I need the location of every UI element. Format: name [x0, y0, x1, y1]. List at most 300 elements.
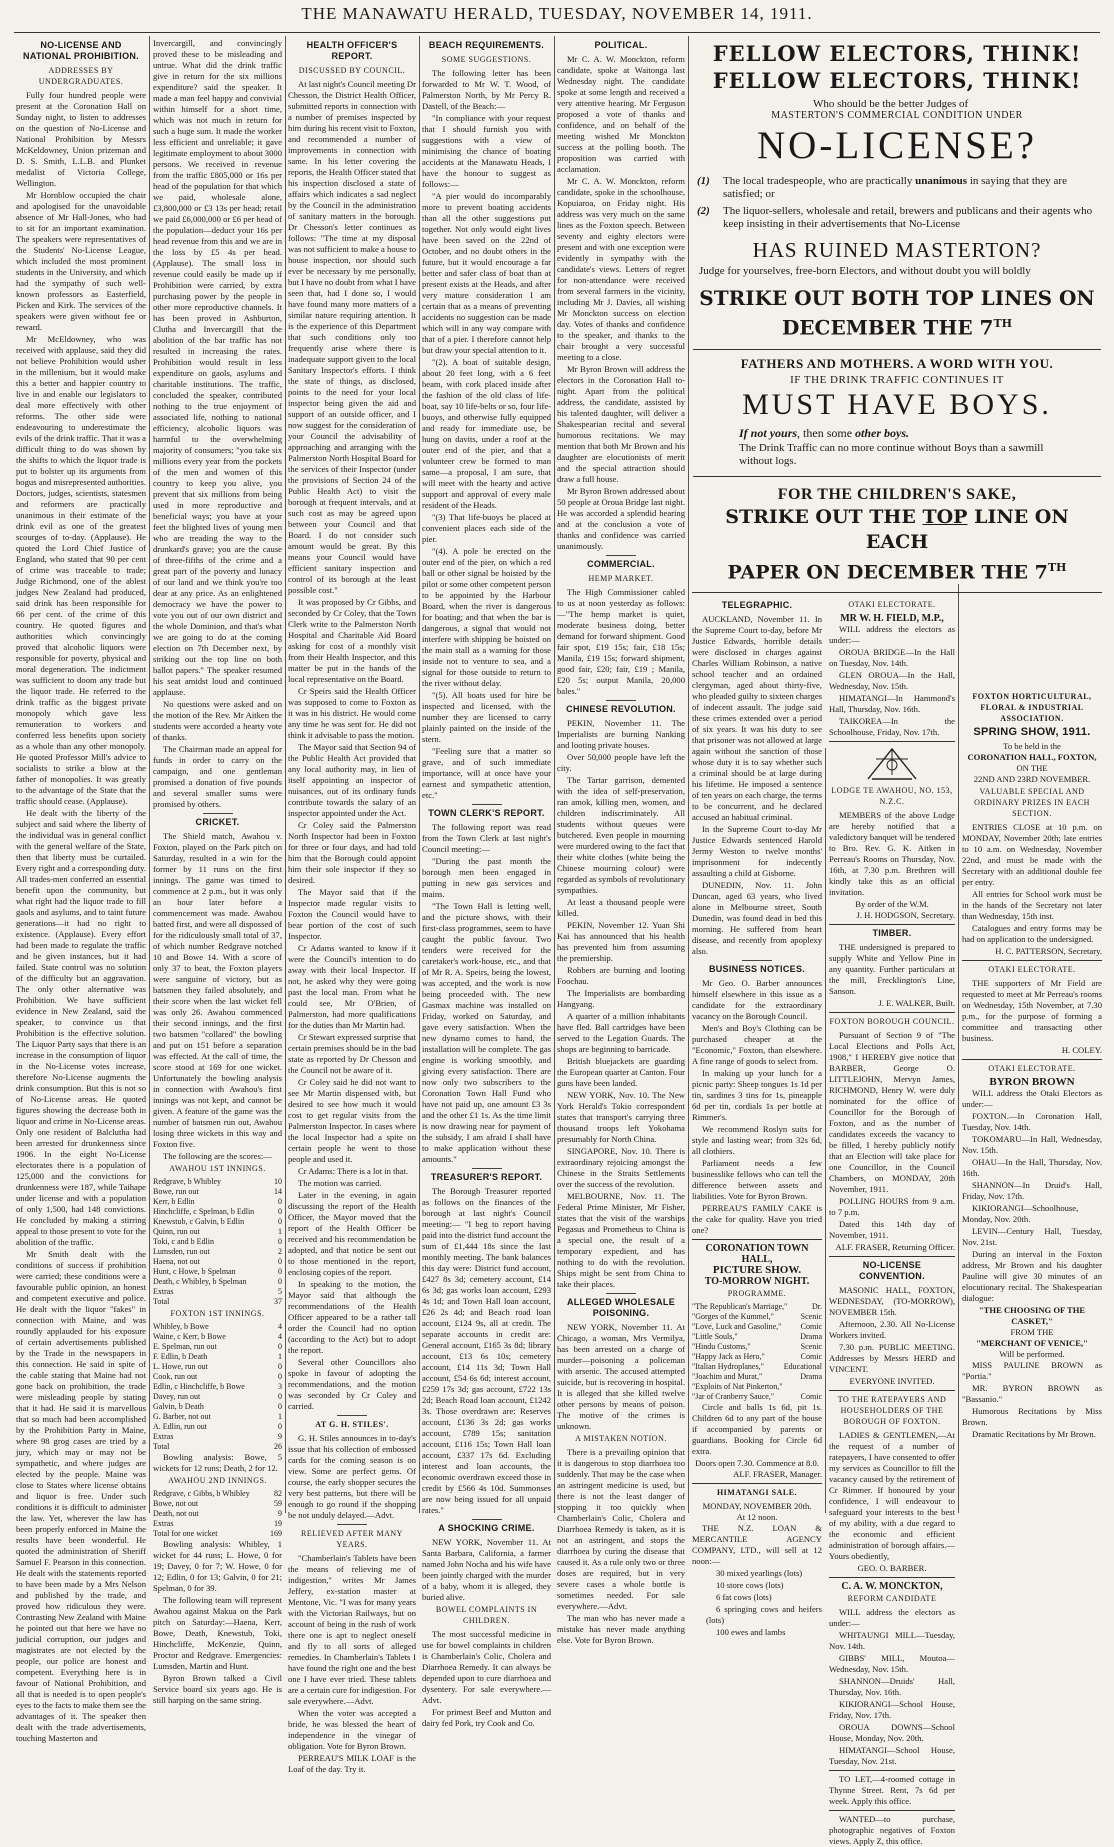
- ad-line: "THE CHOOSING OF THE CASKET,": [978, 1305, 1086, 1326]
- table-row: [153, 1392, 282, 1402]
- column-6: [692, 598, 822, 1637]
- ad-text: LINE ON EACH: [865, 505, 1069, 553]
- innings-head: FOXTON 1ST INNINGS.: [170, 1309, 265, 1318]
- programme-list: [692, 1302, 822, 1402]
- ad-text: in saying that they are satisfied; or: [723, 175, 1067, 200]
- paragraph: WILL address the electors as under:—: [829, 1607, 955, 1628]
- ad-headline: FOXTON HORTICULTURAL, FLORAL & INDUSTRIAL ASSOCIATION.: [972, 692, 1092, 723]
- row-value: 0: [278, 1392, 282, 1401]
- row-value: 19: [274, 1519, 282, 1528]
- ad-emphasis: TOP: [922, 505, 968, 528]
- paragraph: PERREAU'S FAMILY CAKE is the cake for quality. Have you tried one?: [692, 1203, 822, 1235]
- ad-headline: OTAKI ELECTORATE.: [988, 965, 1076, 974]
- paragraph: The Tartar garrison, demented with the idea of self-preservation, ran amok, killing men, women, and children indiscriminately. All students without queues were butchered. Even people in mourning were murdered owing to the fact that their white clothes (white being the Chinese mourning colour) were regarded as symbols of revolutionary sympathies.: [557, 775, 685, 895]
- column-5: [557, 38, 685, 1645]
- row-label: Extras: [153, 1287, 174, 1296]
- innings-head: AWAHOU 2ND INNINGS.: [168, 1476, 267, 1485]
- row-value: Scenic: [800, 1342, 822, 1351]
- row-label: "The Republican's Marriage,": [692, 1302, 788, 1311]
- paragraph: WANTED—to purchase, photographic negatives of Foxton views. Apply Z, this office.: [829, 1814, 955, 1846]
- row-value: Comic: [800, 1392, 822, 1401]
- table-row: [153, 1207, 282, 1217]
- paragraph: British bluejackets are guarding the European quarter at Canton. Four guns have been landed.: [557, 1056, 685, 1088]
- table-row: [153, 1277, 282, 1287]
- list-item: 100 ewes and lambs: [716, 1627, 786, 1637]
- divider: [742, 960, 772, 961]
- paragraph: MEMBERS of the above Lodge are hereby notified that a valedictory banquet will be tendered to Bro. Rev. G. K. Aitken in Perreau's Rooms on Thursday, Nov. 16th, at 7.30 p.m. Brethren will kindly take this as an official invitation.: [829, 810, 955, 897]
- table-row: [153, 1187, 282, 1197]
- column-divider: [825, 748, 826, 1513]
- paragraph: "In compliance with your request that I should furnish you with suggestions with a view of minimising the chance of boating accidents at the Manawatu Heads, I have the honour to suggest as follows:—: [422, 113, 551, 189]
- ad-point: [697, 205, 1097, 231]
- paragraph: MISS PAULINE BROWN as "Portia.": [962, 1360, 1102, 1381]
- ad-signature: ALF. FRASER, Manager.: [733, 1469, 822, 1479]
- paragraph: Bowling analysis: Bowe, 5 wickets for 12 runs; Death, 2 for 12.: [153, 1452, 282, 1473]
- paragraph: MELBOURNE, Nov. 11. The Federal Prime Minister, Mr Fisher, states that the visit of the warships Pegasus and Prometheus to China is a special one, the result of a temporary expedient, and has nothing to do with the revolution. Ships might be sent from China to take their places.: [557, 1191, 685, 1289]
- ad-line: Who should be the better Judges of: [813, 98, 969, 110]
- ad-line: "MERCHANT OF VENICE,": [976, 1338, 1088, 1348]
- paragraph: LADIES & GENTLEMEN,—At the request of a number of ratepayers, I have consented to offer my services as Councillor to fill the vacancy caused by the retirement of Cr Rimmer. If honoured by your confidence, I will endeavour to safeguard your interests to the best of my ability, with a due regard to the economic and efficient administration of borough affairs.—Yours obediently,: [829, 1430, 955, 1561]
- list-item: OROUA DOWNS—School House, Monday, Nov. 20th.: [829, 1722, 955, 1743]
- ad-headline: NO-LICENSE?: [757, 124, 1037, 167]
- paragraph: Cr Adams: There is a lot in that.: [298, 1166, 409, 1176]
- article-subhead: DISCUSSED BY COUNCIL.: [298, 66, 406, 75]
- paragraph: Cr Stewart expressed surprise that certain premises should be in the bad state as reported by Dr Chesson and the Council not be aware of it.: [288, 1032, 416, 1075]
- ad-line: 22ND AND 23RD NOVEMBER.: [973, 774, 1091, 784]
- paragraph: SINGAPORE, Nov. 10. There is extraordinary rejoicing amongst the Chinese in the Straits Settlements over the success of the revolution.: [557, 1146, 685, 1189]
- ad-line: FROM THE: [1010, 1327, 1054, 1337]
- article-headline: AT G. H. STILES'.: [315, 1420, 389, 1429]
- paragraph: The motion was carried.: [298, 1178, 382, 1188]
- paragraph: At last night's Council meeting Dr Chesson, the District Health Officer, submitted reports in connection with a number of premises inspected by him during his recent visit to Foxton, and recommended a number of improvements in connection with same. In his letter covering the reports, the Health Officer stated that his inspection disclosed a state of affairs which indicates a sad neglect by the Council in the administration of sanitary matters in the borough. Dr Chesson's letter continues as follows: "The time at my disposal was not sufficient to make a house to house inspection, nor should such ever be necessary by me personally, but I have no doubt from what I have seen that, had I done so, I would have found many more matters of a similar nature requiring attention. It is the experience of this Department that such conditions only too frequently arise where there is inadequate support given to the local Sanitary Inspector's efforts. I think the state of things, as disclosed, points to the need for your local inspector being given the aid and support of an outside officer, and I now suggest for the consideration of your Council the advisability of approaching and arranging with the Palmerston North Hospital Board for the services of their Inspector (under the provisions of Section 24 of the Public Health Act) to visit the borough at frequent intervals, and at such cost as may be agreed upon between your Council and that Board. I do not consider such amount would be great. By this means your Council would have efficient sanitary inspection and control of its borough at the least possible cost.": [288, 79, 416, 595]
- table-row: [692, 1342, 822, 1352]
- ad-headline: OTAKI ELECTORATE.: [848, 600, 936, 609]
- table-row: [153, 1519, 282, 1529]
- list-item: 6 springing cows and heifers (lots): [706, 1604, 822, 1625]
- table-row: [692, 1392, 822, 1402]
- table-row: [153, 1227, 282, 1237]
- row-value: 0: [278, 1277, 282, 1286]
- paragraph: Over 50,000 people have left the city.: [557, 752, 685, 773]
- paragraph: Mr McEldowney, who was received with applause, said they did not believe Prohibition would usher in the millenium, but it would make this a better and happier country to live in and enable our legislators to deal more effectively with other reforms. The other side were endeavouring to underestimate the evils of the drink traffic. That it was a difficult thing to do was shown by the shifts to which the liquor trade is put to bolster up its arguments from bogus and misrepresented authorities. Doctors, judges, scientists, statesmen and reformers are practically unanimous in their estimate of the drink evil as one of the greatest scourges of to-day. (Applause). He quoted the Lord Chief Justice of England, who stated that 90 per cent of crime was traceable to trade; Judge Richmond, one of the ablest judges New Zealand had produced, said drink has been responsible for 66 per cent. of the crime of this country. He quoted figures and authorities which convincingly proved that alcoholic liquors were responsible for poverty, physical and moral degeneration. The indictment was sufficient to doom any trade but the liquor trade. He referred to the drink traffic as the biggest private monopoly which gave less remuneration to workers and conferred less benefits upon society as a whole than any other monopoly. He quoted Professor Mill's advice to socialists to strike a blow at the father of monopolies. It was greatly to the advantage of the State that the traffic should cease. (Applause).: [16, 334, 146, 806]
- article-headline: TELEGRAPHIC.: [721, 600, 793, 610]
- column-2: [153, 38, 282, 1705]
- row-value: Drama: [800, 1332, 822, 1341]
- paragraph: Mr Hornblow occupied the chair and apologised for the unavoidable absence of Mr Hall-Jones, who had to sit for an important examination. The speakers were representatives of the Students' No-License League, which included the most prominent students in the University, and which had the sympathy of such well-known professors as Easterfield, Picken and Kirk. The services of the speakers were given without fee or reward.: [16, 190, 146, 332]
- row-label: Death, c Whibley, b Spelman: [153, 1277, 247, 1286]
- row-label: Kerr, b Edlin: [153, 1197, 195, 1206]
- table-row: [153, 1362, 282, 1372]
- ad-signature: H. COLEY.: [1061, 1045, 1102, 1055]
- paragraph: PERREAU'S MILK LOAF is the Loaf of the day. Try it.: [288, 1753, 416, 1774]
- table-row: [153, 1267, 282, 1277]
- list-item: FOXTON.—In Coronation Hall, Tuesday, Nov. 14th.: [962, 1111, 1102, 1132]
- table-row: [153, 1332, 282, 1342]
- table-row: [153, 1412, 282, 1422]
- ad-headline: MR W. H. FIELD, M.P.,: [840, 613, 944, 624]
- table-row: [692, 1382, 822, 1392]
- row-value: 0: [278, 1402, 282, 1411]
- article-body: [422, 822, 551, 1165]
- row-value: 59: [274, 1499, 282, 1508]
- article-headline: TOWN CLERK'S REPORT.: [428, 808, 545, 818]
- ad-line: IF THE DRINK TRAFFIC CONTINUES IT: [790, 373, 1004, 386]
- paragraph: The following report was read from the Town Clerk at last night's Council meeting:—: [422, 822, 551, 854]
- no-license-advertisement: [693, 40, 1101, 588]
- ad-point-text: [723, 175, 1097, 201]
- row-label: Extras: [153, 1519, 174, 1528]
- ad-line: VALUABLE SPECIAL AND ORDINARY PRIZES IN EACH SECTION.: [974, 787, 1090, 818]
- ad-line: FELLOW ELECTORS, THINK!: [712, 41, 1082, 66]
- paragraph: THE undersigned is prepared to supply White and Yellow Pine in any quantity. Further particulars at the mill, Frecklington's Line, Sanson.: [829, 942, 955, 996]
- article-body: [288, 79, 416, 1412]
- list-item: OHAU—In the Hall, Thursday, Nov. 16th.: [962, 1157, 1102, 1178]
- paragraph: During an interval in the Foxton address, Mr Brown and his daughter Pauline will give 30 minutes of an elocutionary recital. The Shakespearian dialogue:: [962, 1249, 1102, 1303]
- row-value: Dr.: [812, 1302, 822, 1311]
- programme-head: PROGRAMME.: [727, 1289, 787, 1298]
- paragraph: Cr Adams wanted to know if it were the Council's intention to do away with their local Inspector. If not, he asked why they were going past the local man. From what he could see, Mr O'Brien, of Palmerston, had more qualifications for the duties than Mr Martin had.: [288, 943, 416, 1030]
- article-headline: CRICKET.: [195, 817, 240, 827]
- paragraph: We recommend Roslyn suits for style and lasting wear; from 32s 6d, all clothiers.: [692, 1124, 822, 1156]
- ad-point: [697, 175, 1097, 201]
- list-item: TOKOMARU—In Hall, Wednesday, Nov. 15th.: [962, 1134, 1102, 1155]
- paragraph: "Chamberlain's Tablets have been the means of relieving me of indigestion," writes Mr James Jeffery, ex-station master at Mentone, Vic. "I was for many years with the Victorian Railways, but on account of being in the rush of work there one is apt to neglect oneself and fly to all sorts of alleged remedies. In Chamberlain's Tablets I have found the right one and the best one I have ever tried. These tablets are a certain cure for indigestion. For sale everywhere.—Advt.: [288, 1553, 416, 1706]
- article-body: [422, 68, 551, 801]
- paragraph: In speaking to the motion, the Mayor said that although the recommendations of the Health Officer appeared to be a rather tall order the Council had no option (according to the Act) but to adopt the report.: [288, 1279, 416, 1355]
- row-label: F. Edlin, b Death: [153, 1352, 208, 1361]
- row-label: Cook, run out: [153, 1372, 198, 1381]
- list-item: KIKIORANGI—School House, Friday, Nov. 17th.: [829, 1699, 955, 1720]
- paragraph: G. H. Stiles announces in to-day's issue that his collection of embossed cards for the coming season is on view. Some are perfect gems. Of course, the early shopper secures the very best patterns, but there will be enough to go round if the shopping be not unduly delayed.—Advt.: [288, 1433, 416, 1520]
- paragraph: "(3) That life-buoys be placed at convenient places each side of the pier.: [422, 512, 551, 544]
- row-label: "Exploits of Nat Pinkerton,": [692, 1382, 783, 1391]
- row-value: 26: [274, 1442, 282, 1451]
- table-row: [692, 1372, 822, 1382]
- row-value: 0: [278, 1342, 282, 1351]
- ad-rule: [693, 349, 1101, 350]
- paragraph: The High Commissioner cabled to us at noon yesterday as follows:—"The hemp market is quiet, moderate business doing, better demand for forward shipment. Good fair spot, £19 15s; fair, £18 15s; Manila, £19 15s; forward shipment, good fair, £20; fair, £19 ; Manila, £20 5s; output Manila, 20,000 bales.": [557, 587, 685, 696]
- column-divider: [958, 584, 959, 1513]
- paragraph: Bowling analysis: Whibley, 1 wicket for 44 runs; L. Howe, 0 for 19; Davey, 0 for 7; W. Howe, 0 for 12; Edlin, 0 for 13; Galvin, 0 for 21; Spelman, 0 for 39.: [153, 1539, 282, 1593]
- ad-headline: [693, 555, 1101, 585]
- ad-line: CORONATION TOWN HALL,: [705, 1243, 809, 1265]
- row-label: Waine, c Kerr, b Bowe: [153, 1332, 226, 1341]
- ad-headline: OTAKI ELECTORATE.: [988, 1064, 1076, 1073]
- article-headline: COMMERCIAL.: [587, 559, 655, 569]
- divider: [962, 960, 1102, 961]
- row-label: "Joachim and Murat,": [692, 1372, 763, 1381]
- row-value: 169: [270, 1529, 282, 1538]
- row-label: Quinn, run out: [153, 1227, 200, 1236]
- divider: [606, 1293, 636, 1294]
- ad-signature: ALF. FRASER, Returning Officer.: [835, 1242, 955, 1252]
- ad-line: [739, 426, 1091, 441]
- paragraph: Circle and balls 1s 6d, pit 1s. Children 6d to any part of the house if accompanied by parents or guardians. Booking for Circle 6d extra.: [692, 1402, 822, 1456]
- article-headline: BEACH REQUIREMENTS.: [428, 40, 545, 50]
- row-value: Educational: [783, 1362, 822, 1371]
- list-item: WHITAUNGI MILL—Tuesday, Nov. 14th.: [829, 1630, 955, 1651]
- paragraph: The Borough Treasurer reported as follows on the finances of the borough at last night's Council meeting:— "I beg to report having paid into the district fund account the sum of £1,444 18s since the last monthly meeting. The bank balances this day were: District fund account, £427 8s 3d; cemetery account, £14 6s 3d; gas works loan account, £293 4s 1d; and Town Hall loan account, £26 2s 4d; and Beach road loan account, £124 9s, all at credit. The separate accounts in credit are: General account, £165 3s 8d; library account, £13 6s 10s; cemetery account, £14 11s 3d; Town Hall account, £54 6s 6d; interest account, £259 17s 3d; gas account, £722 13s 2d; Beach Road loan account, £1242 3s. Those overdrawn are: Reserves account, £136 3s 2d; gas works account, £789 15s; sanitation account, £116 15s; Town Hall loan account, £337 17s 6d. Excluding interest and loan accounts, the economic overdrawn exceed those in credit by £566 4s 10d. Summonses are now being issued for all unpaid rates.": [422, 1186, 551, 1515]
- paragraph: Mr Byron Brown will address the electors in the Coronation Hall to-night. Apart from the political address, the candidate, assisted by his talented daughter, will deliver a Shakespearian recital and several humorous recitations. We may mention that both Mr Brown and his daughter are elocutionists of merit and the special attraction should draw a full house.: [557, 364, 685, 484]
- ad-line: Judge for yourselves, free-born Electors, and without doubt you will boldly: [699, 265, 1031, 277]
- paragraph: Robbers are burning and looting Foochau.: [557, 965, 685, 986]
- paragraph: Fully four hundred people were present at the Coronation Hall on Sunday night, to listen to addresses on the question of No-License and National Prohibition by Messrs McKeldowney, Union prizeman and D. S. Smith, L.L.B. and Plunket medalist of Victoria College, Wellington.: [16, 90, 146, 188]
- paragraph: POLLING HOURS from 9 a.m. to 7 p.m.: [829, 1196, 955, 1217]
- article-headline: POLITICAL.: [594, 40, 648, 50]
- row-value: 1: [278, 1227, 282, 1236]
- table-row: [692, 1302, 822, 1312]
- article-headline: ALLEGED WHOLESALE POISONING.: [566, 1297, 676, 1318]
- ad-line: PICTURE SHOW.: [712, 1264, 802, 1276]
- row-value: 3: [278, 1382, 282, 1391]
- list-item: SHANNON—In Druid's Hall, Friday, Nov. 17th.: [962, 1180, 1102, 1201]
- table-row: [153, 1529, 282, 1539]
- paragraph: "(2). A boat of suitable design, about 20 feet long, with a 6 feet beam, with cork placed inside after the fashion of the old class of life-boat, say 10 life-belts or so, four life-buoys, and otherwise fully equipped and ready for immediate use, be hung on davits, under a roof at the outer end of the pier, and that a volunteer crew be formed to man same—a proposal, I am sure, that will meet with the hearty and active support and approval of every male resident of the Heads.: [422, 357, 551, 510]
- paragraph: In making up your lunch for a picnic party: Sheep tongues 1s 1d per tin, sardines 3 tins for 1s, pineapple 6d per tin, cordials 1s per bottle at Rimmer's.: [692, 1068, 822, 1122]
- masonic-emblem-icon: [862, 745, 922, 783]
- ad-text: If not: [739, 425, 767, 440]
- table-row: [692, 1322, 822, 1332]
- article-headline: A MISTAKEN NOTION.: [575, 1434, 667, 1443]
- list-item: KIKIORANGI—Schoolhouse, Monday, Nov. 20th.: [962, 1203, 1079, 1224]
- table-row: [153, 1352, 282, 1362]
- divider: [337, 1415, 367, 1416]
- table-row: [153, 1382, 282, 1392]
- row-label: Lumsden, run out: [153, 1247, 210, 1256]
- ad-emphasis: unanimous: [915, 175, 968, 187]
- paragraph: Afternoon, 2.30. All No-License Workers invited.: [829, 1319, 955, 1340]
- ad-line: FELLOW ELECTORS, THINK!: [712, 68, 1082, 93]
- paragraph: NEW YORK, November 11. At Chicago, a woman, Mrs Vermilya, has been arrested on a charge of murder—poisoning a policeman with arsenic. The accused attempted suicide, but is recovering in hospital. It is alleged that she killed twelve other persons by means of poison. The motive of the crimes is unknown.: [557, 1322, 685, 1431]
- paragraph: In the Supreme Court to-day Mr Justice Edwards sentenced Harold Jermy Weston to twelve months' imprisonment for indecently assaulting a child at Gisborne.: [692, 824, 822, 878]
- paragraph: There is a prevailing opinion that it is dangerous to stop diarrhoea too suddenly. That may be the case when an astringent medicine is used, but there is not the least danger of stopping it too quickly when Chamberlain's Colic, Cholera and Diarrhoea Remedy is taken, as it is not an astringent, and stops the diarrhoea by curing the disease that caused it. As a rule only two or three doses are required, but in very severe cases a whole bottle is sometimes needed. For sale everywhere.—Advt.: [557, 1447, 685, 1611]
- ad-headline: MUST HAVE BOYS.: [742, 387, 1052, 421]
- row-value: 0: [278, 1372, 282, 1381]
- paragraph: Humorous Recitations by Miss Brown.: [962, 1406, 1102, 1427]
- ad-point-text: The liquor-sellers, wholesale and retail, brewers and publicans and their agents who keep insisting in their advertisements that No-License: [723, 205, 1093, 230]
- paragraph: Invercargill, and convincingly proved these to be misleading and untrue. What did the drink traffic give in return for the six millions expenditure? said the speaker. It made a man feel happy and convivial within himself for a short time, which was not much in return for such a huge sum. It made the worker less efficient and unreliable; it gave legitimate employment to about 3000 persons. We received in revenue from the traffic £805,000 or 16s per head of the population for that which we paid, wholesale alone, £3,800,000 or £3 13s per head; retail we paid £6,000,000 or £6 per head of the population—deduct your 16s per head revenue from this and we are in the loss by £5 4s per head. (Applause). The small loss in revenue could easily be made up if Prohibition were carried, by extra purchasing power by the people in other more reproductive channels. It has been proved in Ashburton, Clutha and Invercargill that the abolition of the bar traffic has not resulted in increasing the rates. Prohibition would result in less expenditure on gaols, asylums and charitable institutions. The traffic, concluded the speaker, contributed nothing to the true enjoyment of associated life, nothing to national efficiency, alcoholic liquors was harmful to the overwhelming majority of consumers; "you take six millions every year from the pockets of the men and women of this country to keep you alive, you prevent that six millions from being used in more reproductive and beneficial ways; you have at your feet the blighted lives of young men who are treading the way to the drunkard's grave; you are the cause of three-fifths of the crime and a great part of the poverty and lunacy of our land and we think you're too dear at any price. As an enlightened democracy we have the power to vote you out of our own district and the whole Dominion, and that's what we are going to do at the coming election on 7th December next, by striking out the top line on both ballot papers." The speaker resumed his seat amidst loud and continued applause.: [153, 38, 282, 697]
- paragraph: ENTRIES CLOSE at 10 p.m. on MONDAY, November 20th; late entries to 10 a.m. on Wednesday, November 22nd, and must be made with the Secretary with an additional double fee per entry.: [962, 822, 1102, 887]
- list-item: GIBBS' MILL, Moutoa—Wednesday, Nov. 15th.: [829, 1653, 955, 1674]
- article-headline: BUSINESS NOTICES.: [708, 964, 806, 974]
- paragraph: Dramatic Recitations by Mr Brown.: [972, 1429, 1096, 1439]
- divider: [829, 1577, 955, 1578]
- divider: [203, 813, 233, 814]
- table-row: [153, 1197, 282, 1207]
- masthead: THE MANAWATU HERALD, TUESDAY, NOVEMBER 14, 1911.: [301, 4, 813, 23]
- ad-point-number: (2): [697, 205, 710, 217]
- divider: [692, 1239, 822, 1240]
- row-label: Bowe, run out: [153, 1187, 199, 1196]
- article-body: [557, 718, 685, 1290]
- column-divider: [419, 36, 420, 1513]
- row-label: Hunt, c Howe, b Spelman: [153, 1267, 236, 1276]
- paragraph: NEW YORK, Nov. 10. The New York Herald's Tokio correspondent states that transport's carrying three thousand troops left Yokohama presumably for North China.: [557, 1090, 685, 1144]
- row-label: Total for one wicket: [153, 1529, 218, 1538]
- row-label: Davey, run out: [153, 1392, 201, 1401]
- row-value: 2: [278, 1247, 282, 1256]
- ad-headline: HIMATANGI SALE.: [716, 1488, 798, 1497]
- row-value: Comic: [800, 1352, 822, 1361]
- divider: [829, 1770, 955, 1771]
- row-value: 5: [278, 1287, 282, 1296]
- ad-subhead: REFORM CANDIDATE: [847, 1594, 937, 1603]
- paragraph: Mr Byron Brown addressed about 50 people at Oroua Bridge last night. He was accorded a splendid hearing and at the conclusion a vote of thanks and confidence was carried unanimously.: [557, 486, 685, 551]
- paragraph: At least a thousand people were killed.: [557, 897, 685, 918]
- ad-emphasis: other boys.: [855, 425, 910, 440]
- column-3: [288, 38, 416, 1774]
- ad-headline: NO-LICENSE CONVENTION.: [859, 1260, 925, 1281]
- ad-bottom-rule: [692, 592, 1102, 593]
- article-headline: CHINESE REVOLUTION.: [566, 704, 676, 714]
- list-item: 10 store cows (lots): [716, 1580, 784, 1590]
- row-label: "Little Souls,": [692, 1332, 738, 1341]
- paragraph: The man who has never made a mistake has never made anything else. Vote for Byron Brown.: [557, 1613, 685, 1645]
- row-label: "Gorges of the Kummel,": [692, 1312, 774, 1321]
- paragraph: "The Town Hall is letting well, and the picture shows, with their first-class programmes, seem to have caught the public favour. Two tenders were received for the caretaker's work-house, etc., and that of Mr R. A. Speirs, being the lowest, was accepted, and the work is now being proceeded with. The new Gasmax machine was installed on Friday, worked on Saturday, and gave every satisfaction. When the new dynamo comes to hand, the installation will be complete. The gas engine is working smoothly, and giving every satisfaction. There are now only two subscribers to the Coronation Town Hall Fund who have not paid up, one amount £3 3s and the other £1 1s. As the time limit is now drawing near for payment of the subsidy, I am afraid I shall have to make application without these amounts.": [422, 901, 551, 1164]
- paragraph: DUNEDIN, Nov. 11. John Duncan, aged 63 years, who lived alone in Melbourne street, South Dunedin, was found dead in bed this morning. He suffered from heart disease, and recently from apoplexy also.: [692, 880, 822, 956]
- sale-list: [692, 1568, 822, 1638]
- ad-text: The local tradespeople, who are practically: [723, 175, 913, 187]
- row-value: 1: [278, 1412, 282, 1421]
- row-label: Knewstub, c Galvin, b Edlin: [153, 1217, 245, 1226]
- table-row: [153, 1297, 282, 1307]
- paragraph: Byron Brown talked a Civil Service board six years ago. He is still harping on the same string.: [153, 1673, 282, 1705]
- table-row: [153, 1237, 282, 1247]
- paragraph: Dated this 14th day of November, 1911.: [829, 1219, 955, 1240]
- ad-headline: SPRING SHOW, 1911.: [973, 726, 1091, 738]
- list-item: HIMATANGI—School House, Tuesday, Nov. 21st.: [829, 1745, 955, 1766]
- row-label: Edlin, c Hinchcliffe, b Bowe: [153, 1382, 245, 1391]
- row-label: Redgrave, c Gibbs, b Whibley: [153, 1489, 250, 1498]
- paragraph: WILL address the electors as under:—: [829, 624, 955, 645]
- table-row: [153, 1402, 282, 1412]
- list-item: SHANNON—Druids' Hall, Thursday, Nov. 16th.: [829, 1676, 955, 1697]
- paragraph: The following are the scores:—: [163, 1151, 272, 1161]
- row-label: Total: [153, 1442, 170, 1451]
- paragraph: Men's and Boy's Clothing can be purchased cheaper at the "Economic," Foxton, than elsewhere. A fine range of goods to select from.: [692, 1023, 822, 1066]
- paragraph: It was proposed by Cr Gibbs, and seconded by Cr Coley, that the Town Clerk write to the Palmerston North Hospital and Charitable Aid Board asking for cost of a monthly visit from their Health Inspector, and this matter be put in the hands of the local representative on the Board.: [288, 597, 416, 684]
- divider: [829, 1810, 955, 1811]
- paragraph: Cr Coley said he did not want to see Mr Martin dispensed with, but desired to see how much it would cost to get regular visits from the Palmerston Inspector. In cases where the local Inspector had a spite on certain people he went to those people and used it.: [288, 1077, 416, 1164]
- row-value: Comic: [800, 1322, 822, 1331]
- table-row: [692, 1352, 822, 1362]
- row-value: 37: [274, 1297, 282, 1306]
- list-item: OROUA BRIDGE—In the Hall on Tuesday, Nov. 14th.: [829, 647, 955, 668]
- paragraph: Cr Coley said the Palmerston North Inspector had been in Foxton for three or four days, and had told him that the Borough could appoint him their sole inspector if they so desired.: [288, 820, 416, 885]
- column-divider: [149, 36, 150, 1513]
- list-item: GLEN OROUA—In the Hall, Wednesday, Nov. 15th.: [829, 670, 955, 691]
- paragraph: Pursuant of Section 9 of "The Local Elections and Polls Act, 1908," I HEREBY give notice that BARBER, George O. LITTLEJOHN, Mervyn James, RICHMOND, Henry W. were duly nominated for the office of Councillor for the Borough of Foxton, and as the number of candidates exceeds the vacancy to be filled, I hereby publicly notify that an Election will take place for one Councillor, in the Council Chambers, on MONDAY, 20th November, 1911.: [829, 1030, 955, 1194]
- paragraph: The Mayor said that Section 94 of the Public Health Act provided that any local authority may, in lieu of itself appointing an inspector of nuisances, out of its ordinary funds contribute towards the salary of an inspector appointed under the Act.: [288, 742, 416, 818]
- ad-rule: [693, 476, 1101, 477]
- ad-text: STRIKE OUT THE: [725, 505, 916, 528]
- divider: [472, 1519, 502, 1520]
- paragraph: Several other Councillors also spoke in favour of adopting the recommendations, and the motion was seconded by Cr Coley and carried.: [288, 1357, 416, 1411]
- paragraph: THE N.Z. LOAN & MERCANTILE AGENCY COMPANY, LTD., will sell at 12 noon:—: [692, 1523, 822, 1566]
- paragraph: Parliament needs a few businesslike fellows who can tell the difference between assets and liabilities. Vote for Byron Brown.: [692, 1158, 822, 1201]
- row-label: Death, not out: [153, 1509, 199, 1518]
- article-body: [692, 978, 822, 1236]
- ad-line: The Drink Traffic can no more continue without Boys than a sawmill without logs.: [739, 441, 1044, 467]
- paragraph: "A pier would do incomparably more to prevent boating accidents than all the other suggestions put together. Not only would eight lives have been saved on the 22nd of October, and no doubt others in the future, but it would encourage a far better and safer class of boat than at present exists at the Heads, and after very mature consideration I am certain that as a means of preventing accidents no suggestion can be made which will in any way compare with that of a pier. I therefore cannot help but draw your special attention to it.: [422, 191, 551, 355]
- table-row: [153, 1217, 282, 1227]
- paragraph: Mr Smith dealt with the conditions of success if prohibition were carried; these conditions were a favourable public opinion, an honest and competent executive and police. He dealt with the liquor "fakes" in connection with Maine, and was roundly applauded for his exposure of certain advertisements published by the Trade in the newspapers in this connection. He said in spite of the cable stating that Maine had not gone back on prohibition, the trade were misleading people by stating that it had. He said it is marvellous that so much had been accomplished by the Prohibition Party in Maine, where 98 grog cases are tried by a jury, which may or may not be sympathetic, and where judges are elected by the people. Maine was close to States where license obtains and liquor is free. Under such conditions it is difficult to administer the law. Yet, wherever the law has been properly enforced in Maine the results have been wonderful. He quoted the administration of Sheriff Samuel F. Pearson in this connection. He dealt with the statements reported to have been made by a Mrs Nelson and published by the trade, and proved how ridiculous they were. Contrasting New Zealand with Maine he pointed out that here we have no judicial corruption, our judges and magistrates are not elected by the people, our police are honest and competent. Everything here is in favour of National Prohibition, and all that is needed is to open people's eyes to the facts to make them see the advantages of it. The speaker then dealt with the trade advertisements, touching Masterton and: [16, 1249, 146, 1743]
- column-8: [962, 598, 1102, 1513]
- ad-line: Doors open 7.30. Commence at 8.0.: [695, 1458, 819, 1468]
- ad-line: MASTERTON'S COMMERCIAL CONDITION UNDER: [771, 110, 1023, 121]
- row-label: Haena, not out: [153, 1257, 200, 1266]
- ad-headline: BYRON BROWN: [989, 1076, 1075, 1088]
- paragraph: WILL address the Otaki Electors as under:—: [962, 1088, 1102, 1109]
- table-row: [153, 1442, 282, 1452]
- ad-signature: J. H. HODGSON, Secretary.: [856, 910, 955, 920]
- ad-headline: [693, 505, 1101, 555]
- table-row: [153, 1322, 282, 1332]
- row-value: 0: [278, 1197, 282, 1206]
- masthead-rule: [14, 32, 1100, 33]
- paragraph: The Mayor said that if the Inspector made regular visits to Foxton the Council would have to bear portion of the cost of such Inspector.: [288, 887, 416, 941]
- row-label: E. Spelman, run out: [153, 1342, 217, 1351]
- article-subhead: SOME SUGGESTIONS.: [441, 55, 532, 64]
- paragraph: 7.30 p.m. PUBLIC MEETING. Addresses by Messrs HERD and VINCENT.: [829, 1342, 955, 1374]
- list-item: 30 mixed yearlings (lots): [716, 1568, 803, 1578]
- table-row: [153, 1342, 282, 1352]
- ad-signature: H. C. PATTERSON, Secretary.: [995, 946, 1102, 956]
- paragraph: Cr Speirs said the Health Officer was supposed to come to Foxton as it was in his district. He would come any time he was sent for. He did not think it advisable to pass the motion.: [288, 686, 416, 740]
- article-headline: BOWEL COMPLAINTS IN CHILDREN.: [435, 1605, 538, 1625]
- row-value: 14: [274, 1187, 282, 1196]
- score-table: [153, 1489, 282, 1539]
- paragraph: "(5). All boats used for hire be inspected and licensed, with the number they are licensed to carry plainly painted on the inside of the stern.: [422, 690, 551, 744]
- paragraph: "Feeling sure that a matter so grave, and of such immediate importance, will at once have your earnest and sympathetic attention, etc.": [422, 746, 551, 800]
- paragraph: The most successful medicine in use for bowel complaints in children is Chamberlain's Colic, Cholera and Diarrhoea Remedy. It can always be depended upon to cure diarrhoea and dysentery. For sale everywhere.—Advt.: [422, 1629, 551, 1705]
- divider: [472, 804, 502, 805]
- ad-line: EVERYONE INVITED.: [849, 1376, 935, 1386]
- paragraph: Mr Geo. O. Barber announces himself elsewhere in this issue as a candidate for the extraordinary vacancy on the Borough Council.: [692, 978, 822, 1021]
- ad-emphasis: yours: [769, 425, 798, 440]
- ad-headline: FOR THE CHILDREN'S SAKE,: [777, 485, 1017, 503]
- list-item: TAIKOREA—In the Schoolhouse, Friday, Nov. 17th.: [829, 716, 955, 737]
- paragraph: "During the past month the borough men been engaged in putting in new gas services and mains.: [422, 856, 551, 899]
- ad-headline: TO THE RATEPAYERS AND HOUSEHOLDERS OF THE BOROUGH OF FOXTON.: [837, 1395, 947, 1426]
- paragraph: The following team will represent Awahou against Makua on the Park pitch on Saturday:—Haena, Kerr, Bowe, Death, Knewstub, Toki, Hinchcliffe, McKenzie, Quinn, Proctor and Redgrave. Emergencies: Lumsden, Martin and Hunt.: [153, 1595, 282, 1671]
- paragraph: When the voter was accepted a bride, he was blessed the heart of independence in the vinegar of obligation. Vote for Byron Brown.: [288, 1708, 416, 1751]
- ad-superscript: TH: [1047, 560, 1067, 574]
- list-item: LEVIN—Century Hall, Tuesday, Nov. 21st.: [962, 1226, 1102, 1247]
- paragraph: The following letter has been forwarded to Mr W. T. Wood, of Palmerston North, by Mr Percy R. Dastell, of the Beach:—: [422, 68, 551, 111]
- table-row: [153, 1247, 282, 1257]
- row-label: Bowe, not out: [153, 1499, 199, 1508]
- ad-text: PAPER ON DECEMBER THE 7: [727, 560, 1048, 583]
- ad-line: To be held in the: [1003, 741, 1061, 751]
- ad-headline: [693, 311, 1101, 341]
- paragraph: Mr C. A. W. Monckton, reform candidate, spoke at Waitonga last Wednesday night. The candidate spoke at some length and received a very attentive hearing. Mr Ferguson proposed a vote of thanks and confidence, and on behalf of the meeting wished Mr Monckton success at the polling booth. The proposition was carried with acclamation.: [557, 54, 685, 174]
- row-label: Toki, c and b Edlin: [153, 1237, 214, 1246]
- row-value: 9: [278, 1432, 282, 1441]
- article-body: [692, 614, 822, 957]
- paragraph: MASONIC HALL, FOXTON, WEDNESDAY, (TO-MORROW), NOVEMBER 15th.: [829, 1285, 955, 1317]
- article-headline: HEALTH OFFICER'S REPORT.: [306, 40, 398, 61]
- ad-line: Will be performed.: [999, 1349, 1065, 1359]
- row-label: Total: [153, 1297, 170, 1306]
- divider: [829, 1256, 955, 1257]
- ad-text: DECEMBER THE 7: [781, 315, 994, 340]
- list-item: 6 fat cows (lots): [716, 1592, 772, 1602]
- table-row: [153, 1432, 282, 1442]
- table-row: [692, 1362, 822, 1372]
- row-label: L. Howe, run out: [153, 1362, 208, 1371]
